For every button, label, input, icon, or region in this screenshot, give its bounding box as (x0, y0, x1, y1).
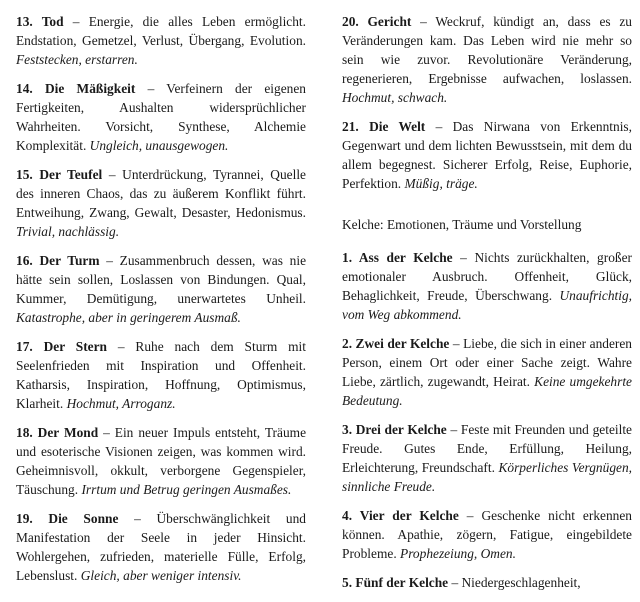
card-meaning: Nichts zurückhalten, großer emotionaler Ausbruch. Offenheit, Glück, Behaglichkeit, Freude, Überschwang. (342, 250, 632, 303)
card-title: 15. Der Teufel (16, 167, 103, 182)
card-reversed-meaning: Keine umgekehrte Bedeutung. (342, 374, 632, 408)
card-entry: 18. Der Mond – Ein neuer Impuls entsteht, Träume und esoterische Visionen zeigen, was kommen wird. Geheimnisvoll, okkult, verborgene Gegenspieler, Täuschung. Irrtum und Betrug geringen Ausmaßes. (16, 425, 307, 497)
card-meaning: Zusammenbruch dessen, was nie hätte sein sollen, Loslassen von Bindungen. Qual, Kummer, Demütigung, unerwartetes Unheil. (16, 253, 307, 306)
card-entry: 21. Die Welt – Das Nirwana von Erkenntnis, Gegenwart und dem lichten Bewusstsein, mit dem du allem begegnest. Sicherer Erfolg, Reise, Euphorie, Perfektion. Müßig, träge. (342, 119, 632, 191)
left-column (16, 12, 306, 595)
card-title: 19. Die Sonne (16, 511, 119, 526)
card-entry: 5. Fünf der Kelche – Niedergeschlagenheit, (342, 575, 581, 590)
card-meaning: Energie, die alles Leben ermöglicht. Endstation, Gemetzel, Verlust, Übergang, Evolution. (16, 14, 306, 48)
card-meaning: Niedergeschlagenheit, (461, 575, 581, 590)
card-meaning: Überschwänglichkeit und Manifestation der Seele in jeder Hinsicht. Wohlergehen, zufrieden, materielle Fülle, Erfolg, Lebenslust. (16, 511, 306, 583)
card-meaning: Das Nirwana von Erkenntnis, Gegenwart und dem lichten Bewusstsein, mit dem du allem begegnest. Sicherer Erfolg, Reise, Euphorie, Perfektion. (342, 119, 632, 191)
section-heading (342, 215, 632, 234)
card-meaning: Liebe, die sich in einer anderen Person, einem Ort oder einer Sache zeigt. Wahre Liebe, zärtlich, zugewandt, Heirat. (342, 336, 633, 389)
card-entry: 13. Tod – Energie, die alles Leben ermöglicht. Endstation, Gemetzel, Verlust, Übergang, Evolution. Feststecken, erstarren. (16, 14, 306, 67)
card-entry: 2. Zwei der Kelche – Liebe, die sich in einer anderen Person, einem Ort oder einer Sache zeigt. Wahre Liebe, zärtlich, zugewandt, Heirat. Keine umgekehrte Bedeutung. (342, 336, 633, 408)
card-title: 13. Tod (16, 14, 64, 29)
card-meaning: Ein neuer Impuls entsteht, Träume und esoterische Visionen zeigen, was kommen wird. Geheimnisvoll, okkult, verborgene Gegenspieler, Täuschung. (16, 425, 307, 497)
card-reversed-meaning: Feststecken, erstarren. (16, 52, 138, 67)
card-title: 20. Gericht (342, 14, 412, 29)
right-column (342, 12, 632, 602)
card-reversed-meaning: Hochmut, Arroganz. (66, 396, 176, 411)
card-title: 2. Zwei der Kelche (342, 336, 450, 351)
card-title: 14. Die Mäßigkeit (16, 81, 136, 96)
card-entry: 4. Vier der Kelche – Geschenke nicht erkennen können. Apathie, zögern, Fatigue, eingebildete Probleme. Prophezeiung, Omen. (342, 508, 632, 561)
section-label: Kelche: (342, 217, 384, 232)
card-title: 3. Drei der Kelche (342, 422, 447, 437)
card-entry: 16. Der Turm – Zusammenbruch dessen, was nie hätte sein sollen, Loslassen von Bindungen. Qual, Kummer, Demütigung, unerwartetes Unheil. Katastrophe, aber in geringerem Ausmaß. (16, 253, 307, 325)
card-reversed-meaning: Katastrophe, aber in geringerem Ausmaß. (16, 310, 241, 325)
card-meaning: Verfeinern der eigenen Fertigkeiten, Aushalten widersprüchlicher Wahrheiten. Vorsicht, Synthese, Alchemie Komplexität. (16, 81, 306, 153)
card-title: 4. Vier der Kelche (342, 508, 459, 523)
card-entry: 20. Gericht – Weckruf, kündigt an, dass es zu Veränderungen kam. Das Leben wird nie mehr so sein wie zuvor. Revolutionäre Veränderung, regenerieren, Ergebnisse aufwachen, loslassen. Hochmut, schwach. (342, 14, 632, 105)
card-reversed-meaning: Körperliches Vergnügen, sinnliche Freude. (342, 460, 632, 494)
card-meaning: Unterdrückung, Tyrannei, Quelle des inneren Chaos, das zu äußerem Konflikt führt. Entweihung, Zwang, Gewalt, Desaster, Hedonismus. (16, 167, 306, 220)
card-meaning: Geschenke nicht erkennen können. Apathie, zögern, Fatigue, eingebildete Probleme. (342, 508, 632, 561)
section-description: Emotionen, Träume und Vorstellung (387, 217, 582, 232)
card-reversed-meaning: Prophezeiung, Omen. (400, 546, 516, 561)
card-meaning: Feste mit Freunden und geteilte Freude. Gutes Ende, Erfüllung, Heilung, Erleichterung, Freundschaft. (342, 422, 632, 475)
card-title: 5. Fünf der Kelche (342, 575, 449, 590)
card-meaning: Ruhe nach dem Sturm mit Seelenfrieden mit Inspiration und Offenheit. Katharsis, Inspiration, Hoffnung, Optimismus, Klarheit. (16, 339, 306, 411)
card-title: 21. Die Welt (342, 119, 426, 134)
card-entry: 3. Drei der Kelche – Feste mit Freunden und geteilte Freude. Gutes Ende, Erfüllung, Heilung, Erleichterung, Freundschaft. Körperliches Vergnügen, sinnliche Freude. (342, 422, 632, 494)
card-title: 17. Der Stern (16, 339, 107, 354)
card-meaning: Weckruf, kündigt an, dass es zu Veränderungen kam. Das Leben wird nie mehr so sein wie zuvor. Revolutionäre Veränderung, regenerieren, Ergebnisse aufwachen, loslassen. (342, 14, 632, 86)
card-title: 18. Der Mond (16, 425, 99, 440)
card-entry: 14. Die Mäßigkeit – Verfeinern der eigenen Fertigkeiten, Aushalten widersprüchlicher Wahrheiten. Vorsicht, Synthese, Alchemie Komplexität. Ungleich, unausgewogen. (16, 81, 306, 153)
card-title: 1. Ass der Kelche (342, 250, 453, 265)
card-reversed-meaning: Unaufrichtig, vom Weg abkommend. (342, 288, 632, 322)
card-entry: 1. Ass der Kelche – Nichts zurückhalten, großer emotionaler Ausbruch. Offenheit, Glück, Behaglichkeit, Freude, Überschwang. Unaufrichtig, vom Weg abkommend. (342, 250, 632, 322)
card-reversed-meaning: Ungleich, unausgewogen. (89, 138, 229, 153)
card-entry: 19. Die Sonne – Überschwänglichkeit und Manifestation der Seele in jeder Hinsicht. Wohlergehen, zufrieden, materielle Fülle, Erfolg, Lebenslust. Gleich, aber weniger intensiv. (16, 511, 306, 583)
card-title: 16. Der Turm (16, 253, 100, 268)
card-reversed-meaning: Hochmut, schwach. (342, 90, 448, 105)
card-entry: 15. Der Teufel – Unterdrückung, Tyrannei, Quelle des inneren Chaos, das zu äußerem Konflikt führt. Entweihung, Zwang, Gewalt, Desaster, Hedonismus. Trivial, nachlässig. (16, 167, 306, 239)
card-reversed-meaning: Gleich, aber weniger intensiv. (80, 568, 242, 583)
card-entry: 17. Der Stern – Ruhe nach dem Sturm mit Seelenfrieden mit Inspiration und Offenheit. Katharsis, Inspiration, Hoffnung, Optimismus, Klarheit. Hochmut, Arroganz. (16, 339, 306, 411)
card-reversed-meaning: Müßig, träge. (404, 176, 478, 191)
card-reversed-meaning: Trivial, nachlässig. (16, 224, 120, 239)
card-reversed-meaning: Irrtum und Betrug geringen Ausmaßes. (81, 482, 292, 497)
